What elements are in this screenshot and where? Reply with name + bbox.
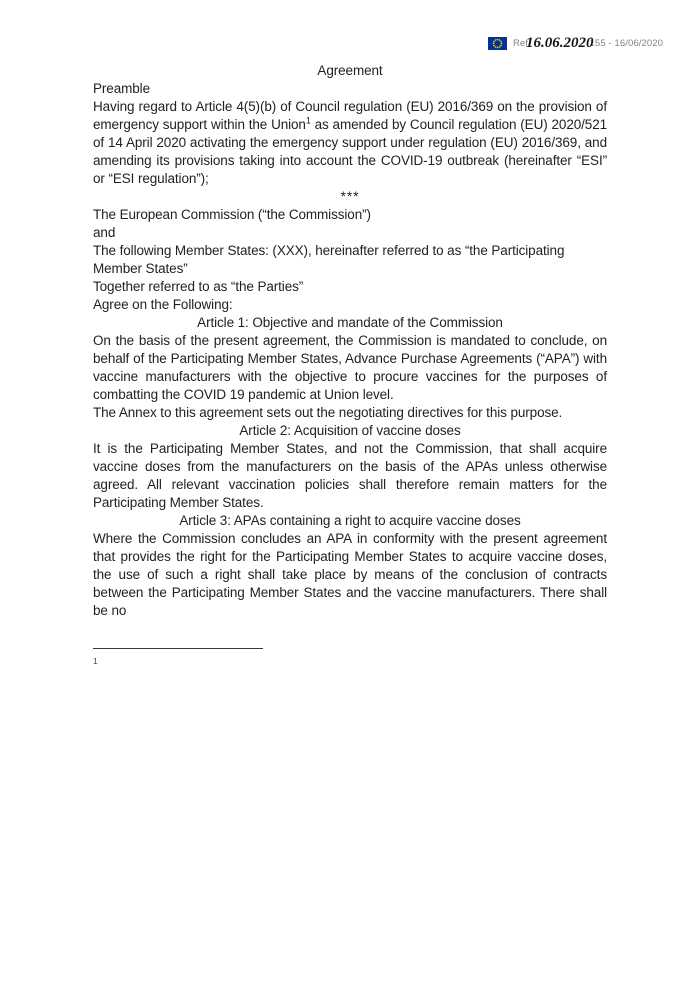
article-3-paragraph-1: Where the Commission concludes an APA in conformity with the present agreement that provides the right for the Participating Member States to acquire vaccine doses, the use of such a right shall take place by means of the conclusion of contracts between the Participating Member States and the vaccine manufacturers. There shall be no [93, 531, 607, 618]
article-2-title: Article 2: Acquisition of vaccine doses [239, 423, 461, 438]
article-2-paragraph-1: It is the Participating Member States, and not the Commission, that shall acquire vaccine doses from the manufacturers on the basis of the APAs unless otherwise agreed. All relevant vaccination policies shall therefore remain matters for the Participating Member States. [93, 441, 607, 510]
article-1-title: Article 1: Objective and mandate of the Commission [197, 315, 503, 330]
party-member-states: The following Member States: (XXX), hereinafter referred to as “the Participating Member States” [93, 243, 565, 276]
date-stamp: 16.06.2020 [526, 35, 594, 51]
ares-ref-suffix: 155 - 16/06/2020 [589, 38, 663, 49]
eu-flag-icon [488, 37, 507, 50]
footnote-separator-line [93, 648, 263, 649]
party-commission: The European Commission (“the Commission”) [93, 207, 371, 222]
party-together: Together referred to as “the Parties” [93, 279, 304, 294]
ares-ref-prefix: Ref [512, 38, 529, 49]
preamble-paragraph [93, 98, 607, 188]
document-title: Agreement [317, 63, 383, 78]
agree-line: Agree on the Following: [93, 297, 233, 312]
article-1-paragraph-1: On the basis of the present agreement, the Commission is mandated to conclude, on behalf of the Participating Member States, Advance Purchase Agreements (“APA”) with vaccine manufacturers with the objective to procure vaccines for the purposes of combatting the COVID 19 pandemic at Union level. [93, 333, 607, 402]
footnote-reference: 1 [305, 115, 311, 126]
section-separator: *** [340, 189, 360, 204]
party-conjunction: and [93, 225, 116, 240]
footnote-marker: 1 [93, 656, 98, 666]
preamble-text-start: Having regard to Article 4(5)(b) of Council regulation (EU) 2016/369 on the provision of emergency support within the Union [93, 99, 607, 132]
article-1-paragraph-2: The Annex to this agreement sets out the negotiating directives for this purpose. [93, 405, 563, 420]
article-3-title: Article 3: APAs containing a right to acquire vaccine doses [179, 513, 521, 528]
preamble-text-end: as amended by Council regulation (EU) 2020/521 of 14 April 2020 activating the emergency support under regulation (EU) 2016/369, and amending its provisions taking into account the COVID-19 outbreak (hereinafter “ESI” or “ESI regulation”); [93, 117, 608, 186]
registration-header [488, 35, 663, 52]
preamble-heading: Preamble [93, 81, 150, 96]
